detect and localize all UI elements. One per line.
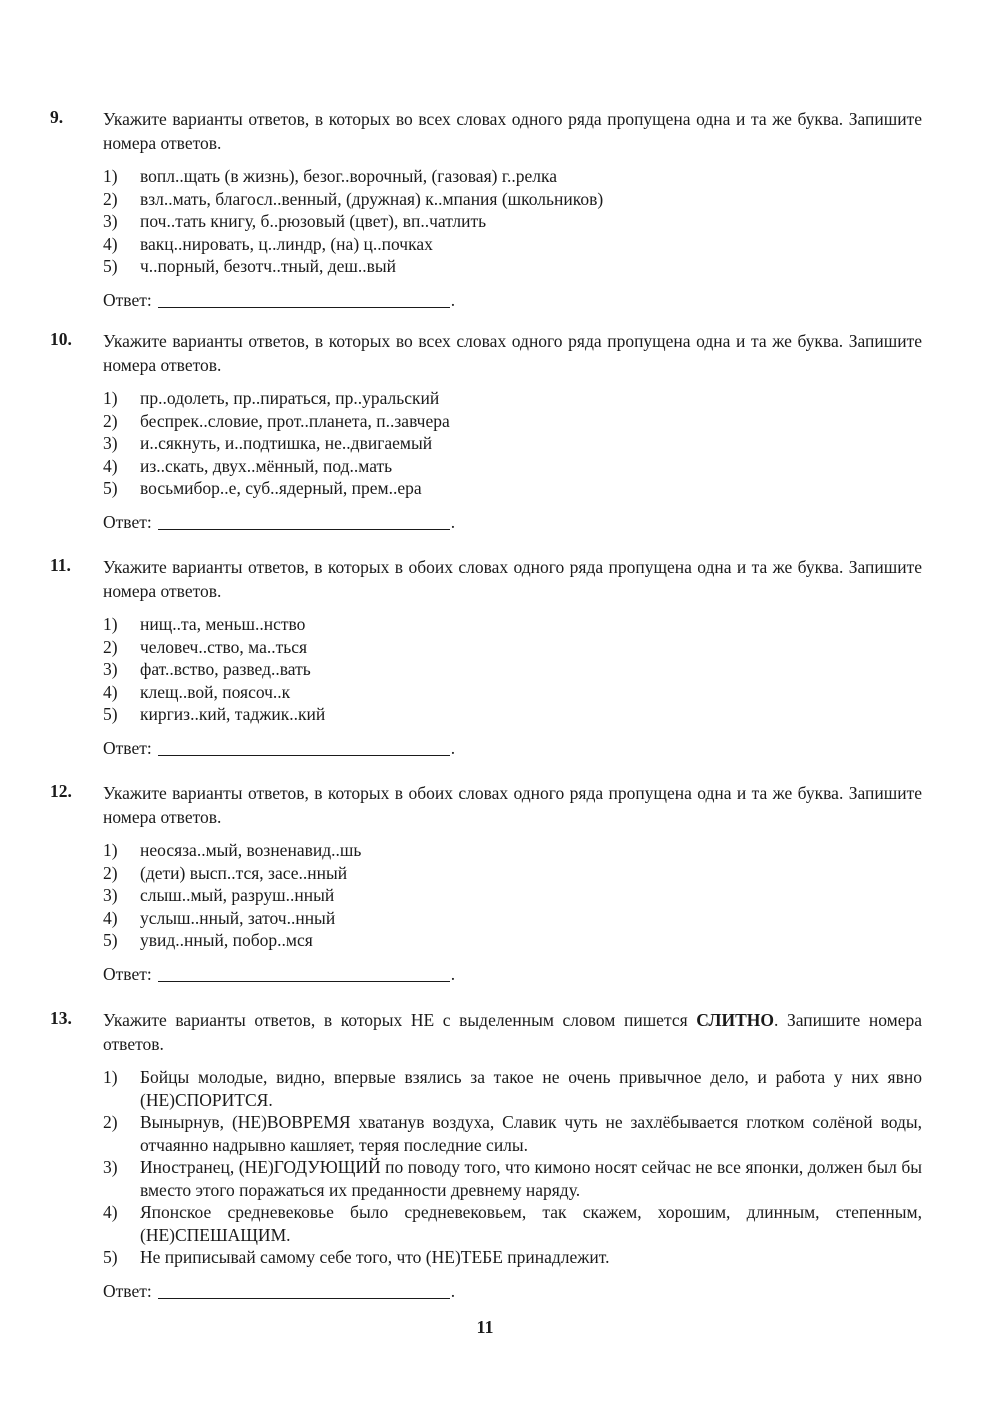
option-number: 1) — [103, 388, 118, 408]
options-list — [103, 839, 922, 952]
option-number: 5) — [103, 1247, 118, 1267]
option-text: Иностранец, (НЕ)ГОДУЮЩИЙ по поводу того, что кимоно носят сейчас не все японки, должен был бы вместо этого поражаться их преданности древнему наряду. — [140, 1157, 922, 1200]
task-body — [103, 329, 922, 534]
option-number: 1) — [103, 614, 118, 634]
task-body — [103, 1008, 922, 1303]
options-list — [103, 387, 922, 500]
option-1 — [103, 165, 922, 188]
option-5 — [103, 703, 922, 726]
option-number: 1) — [103, 1067, 118, 1087]
task-number: 12. — [50, 781, 72, 801]
task-9 — [50, 107, 922, 312]
options-list — [103, 613, 922, 726]
option-3 — [103, 1156, 922, 1201]
option-text: человеч..ство, ма..ться — [140, 636, 308, 657]
task-body — [103, 781, 922, 986]
task-question: Укажите варианты ответов, в которых во всех словах одного ряда пропущена одна и та же буква. Запишите номера ответов. — [103, 331, 922, 375]
option-5 — [103, 929, 922, 952]
option-3 — [103, 658, 922, 681]
option-number: 2) — [103, 1112, 118, 1132]
option-number: 5) — [103, 256, 118, 276]
answer-end: . — [450, 511, 456, 532]
task-question: Укажите варианты ответов, в которых во всех словах одного ряда пропущена одна и та же буква. Запишите номера ответов. — [103, 109, 922, 153]
option-number: 4) — [103, 233, 118, 254]
question-text: Укажите варианты ответов, в которых НЕ с выделенным словом пишется — [103, 1010, 697, 1030]
option-1 — [103, 1066, 922, 1111]
answer-end: . — [450, 289, 456, 310]
option-4 — [103, 233, 922, 256]
options-list — [103, 165, 922, 278]
option-text: слыш..мый, разруш..нный — [140, 885, 335, 905]
answer-field[interactable] — [158, 1281, 450, 1299]
option-text: услыш..нный, заточ..нный — [140, 907, 336, 928]
answer-row — [103, 288, 922, 312]
option-text: Бойцы молодые, видно, впервые взялись за такое не очень привычное дело, и работа у них явно (НЕ)СПОРИТСЯ. — [140, 1067, 922, 1110]
answer-field[interactable] — [158, 964, 450, 982]
option-4 — [103, 907, 922, 930]
option-4 — [103, 455, 922, 478]
task-number: 9. — [50, 107, 64, 127]
option-text: из..скать, двух..мённый, под..мать — [140, 455, 393, 476]
option-number: 3) — [103, 885, 118, 905]
option-text: (дети) высп..тся, засе..нный — [140, 862, 348, 883]
option-number: 3) — [103, 659, 118, 679]
answer-row — [103, 736, 922, 760]
task-11 — [50, 555, 922, 760]
option-text: неосяза..мый, возненавид..шь — [140, 840, 362, 860]
option-1 — [103, 613, 922, 636]
option-text: Японское средневековье было средневековьем, так скажем, хорошим, длинным, степенным, (НЕ)СПЕШАЩИМ. — [140, 1202, 922, 1245]
option-2 — [103, 1111, 922, 1156]
task-body — [103, 555, 922, 760]
task-question — [103, 1008, 922, 1056]
answer-row — [103, 1279, 922, 1303]
option-text: пр..одолеть, пр..пираться, пр..уральский — [140, 388, 440, 408]
option-number: 4) — [103, 455, 118, 476]
option-3 — [103, 884, 922, 907]
option-text: вакц..нировать, ц..линдр, (на) ц..почках — [140, 233, 433, 254]
option-number: 2) — [103, 410, 118, 431]
task-12 — [50, 781, 922, 986]
option-4 — [103, 1201, 922, 1246]
option-4 — [103, 681, 922, 704]
option-number: 3) — [103, 1157, 118, 1177]
option-5 — [103, 1246, 922, 1269]
answer-end: . — [450, 737, 456, 758]
answer-label: Ответ: — [103, 289, 152, 310]
question-text-end: . Запишите номера ответов. — [103, 1010, 922, 1054]
answer-end: . — [450, 1280, 456, 1301]
page-number: 11 — [476, 1317, 494, 1337]
option-text: вопл..щать (в жизнь), безог..ворочный, (газовая) г..релка — [140, 166, 558, 186]
answer-label: Ответ: — [103, 963, 152, 984]
option-text: киргиз..кий, таджик..кий — [140, 704, 326, 724]
option-number: 2) — [103, 636, 118, 657]
option-text: ч..порный, безотч..тный, деш..вый — [140, 256, 397, 276]
option-text: Не приписывай самому себе того, что (НЕ)ТЕБЕ принадлежит. — [140, 1247, 610, 1267]
option-text: клещ..вой, поясоч..к — [140, 681, 291, 702]
option-number: 4) — [103, 907, 118, 928]
answer-end: . — [450, 963, 456, 984]
option-1 — [103, 839, 922, 862]
option-2 — [103, 410, 922, 433]
answer-label: Ответ: — [103, 737, 152, 758]
option-number: 3) — [103, 433, 118, 453]
option-text: поч..тать книгу, б..рюзовый (цвет), вп..чатлить — [140, 211, 487, 231]
answer-row — [103, 510, 922, 534]
option-number: 4) — [103, 1202, 118, 1222]
task-number: 11. — [50, 555, 71, 575]
answer-label: Ответ: — [103, 511, 152, 532]
option-text: фат..вство, развед..вать — [140, 659, 311, 679]
option-number: 1) — [103, 840, 118, 860]
option-number: 5) — [103, 930, 118, 950]
option-5 — [103, 477, 922, 500]
option-text: восьмибор..е, суб..ядерный, прем..ера — [140, 478, 422, 498]
task-question: Укажите варианты ответов, в которых в обоих словах одного ряда пропущена одна и та же буква. Запишите номера ответов. — [103, 557, 922, 601]
option-text: Вынырнув, (НЕ)ВОВРЕМЯ хватанув воздуха, Славик чуть не захлёбывается глотком солёной воды, отчаянно надрывно кашляет, теряя последние силы. — [140, 1112, 922, 1155]
options-list — [103, 1066, 922, 1269]
option-text: беспрек..словие, прот..планета, п..завчера — [140, 410, 450, 431]
option-number: 4) — [103, 681, 118, 702]
option-3 — [103, 210, 922, 233]
option-text: увид..нный, побор..мся — [140, 930, 313, 950]
option-text: взл..мать, благосл..венный, (дружная) к..мпания (школьников) — [140, 188, 604, 209]
option-2 — [103, 862, 922, 885]
task-body — [103, 107, 922, 312]
answer-field[interactable] — [158, 290, 450, 308]
answer-row — [103, 962, 922, 986]
option-1 — [103, 387, 922, 410]
option-number: 2) — [103, 862, 118, 883]
option-number: 1) — [103, 166, 118, 186]
option-text: нищ..та, меньш..нство — [140, 614, 306, 634]
answer-field[interactable] — [158, 738, 450, 756]
option-number: 3) — [103, 211, 118, 231]
option-2 — [103, 636, 922, 659]
option-number: 5) — [103, 478, 118, 498]
option-5 — [103, 255, 922, 278]
option-text: и..сякнуть, и..подтишка, не..двигаемый — [140, 433, 433, 453]
option-2 — [103, 188, 922, 211]
answer-label: Ответ: — [103, 1280, 152, 1301]
option-number: 5) — [103, 704, 118, 724]
task-number: 10. — [50, 329, 72, 349]
answer-field[interactable] — [158, 512, 450, 530]
task-number: 13. — [50, 1008, 72, 1028]
question-emphasis: СЛИТНО — [696, 1010, 774, 1030]
option-3 — [103, 432, 922, 455]
task-question: Укажите варианты ответов, в которых в обоих словах одного ряда пропущена одна и та же буква. Запишите номера ответов. — [103, 783, 922, 827]
option-number: 2) — [103, 188, 118, 209]
task-10 — [50, 329, 922, 534]
task-13 — [50, 1008, 922, 1303]
